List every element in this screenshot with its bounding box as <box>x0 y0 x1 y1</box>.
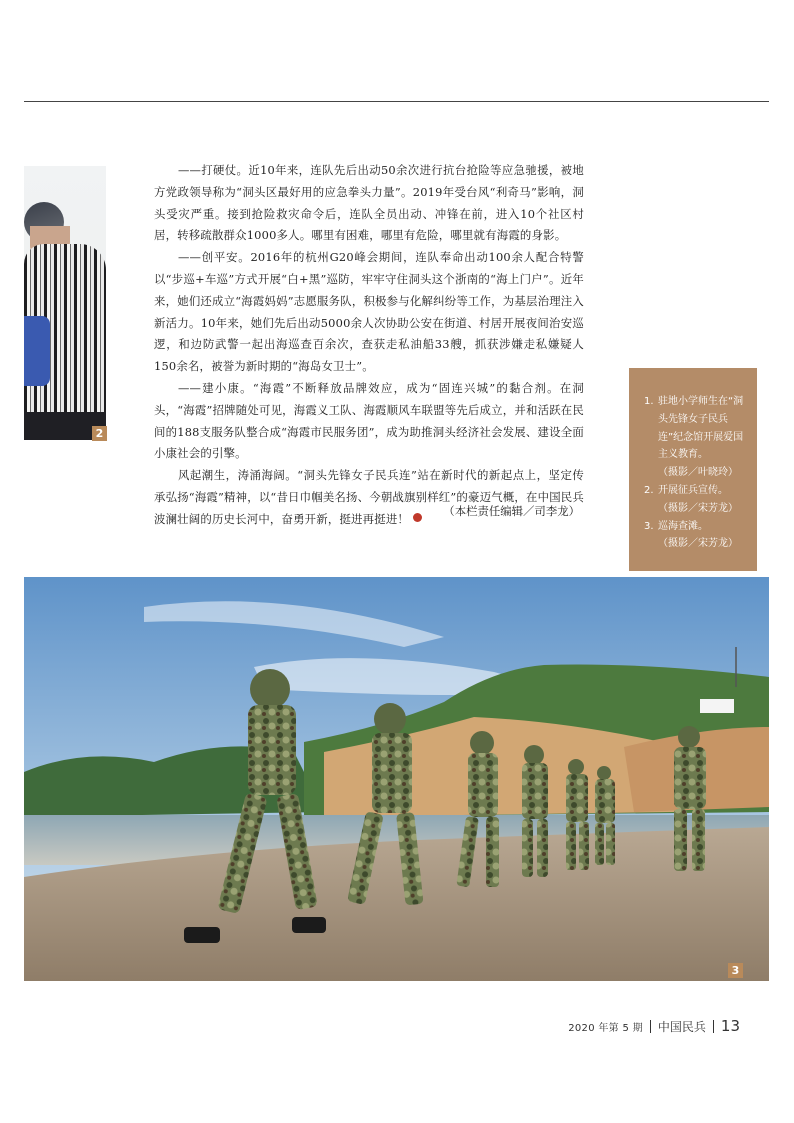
magazine-name: 中国民兵 <box>657 1019 706 1034</box>
paragraph-conclusion-text: 风起潮生，涛涌海阔。“洞头先锋女子民兵连”站在新时代的新起点上，坚定传承弘扬“海霞”精神，以“昔日巾帼美名扬、今朝战旗别样红”的豪迈气概，在中国民兵波澜壮阔的历史长河中，奋勇开新，挺进再挺进！ <box>154 468 584 526</box>
footer-divider <box>650 1020 651 1033</box>
paragraph-prosperity-text: ——建小康。“海霞”不断释放品牌效应，成为“固连兴城”的黏合剂。在洞头，“海霞”招牌随处可见，海霞义工队、海霞顺风车联盟等先后成立，并和活跃在民间的188支服务队整合成“海霞市民服务团”，成为助推洞头经济社会发展、建设全面小康社会的引擎。 <box>154 380 584 461</box>
caption-number: 3. <box>644 520 654 532</box>
paragraph-hard-battles: ——打硬仗。近10年来，连队先后出动50余次进行抗台抢险等应急驰援，被地方党政领导称为“洞头区最好用的应急拳头力量”。2019年受台风“利奇马”影响，洞头受灾严重。接到抢险救灾命令后，连队全员出动、冲锋在前，进入10个社区村居，转移疏散群众1000多人。哪里有困难，哪里有危险，哪里就有海霞的身影。 <box>154 163 584 243</box>
photo-captions <box>629 368 757 571</box>
caption-credit: （摄影／宋芳龙） <box>658 502 738 514</box>
caption-number: 1. <box>644 396 654 407</box>
caption-credit: （摄影／叶晓玲） <box>658 467 738 479</box>
photo-number-badge-2: 2 <box>92 426 107 441</box>
header-rule <box>24 101 769 102</box>
photo-recruitment <box>24 166 106 440</box>
hilltop-building <box>700 699 734 713</box>
editor-credit: （本栏责任编辑／司李龙） <box>443 504 580 518</box>
issue-label: 2020 年第 5 期 <box>568 1022 643 1034</box>
beach-patrol-illustration <box>24 577 769 981</box>
photo-beach-patrol <box>24 577 769 981</box>
caption-text: 驻地小学师生在“洞头先锋女子民兵连”纪念馆开展爱国主义教育。 <box>658 396 744 461</box>
caption-number: 2. <box>644 484 654 496</box>
caption-item-3 <box>644 518 749 536</box>
caption-text: 巡海查滩。 <box>658 520 708 532</box>
page-number: 13 <box>720 1017 740 1035</box>
photo-number-badge-3: 3 <box>728 963 743 978</box>
caption-text: 开展征兵宣传。 <box>658 484 728 496</box>
photo-person-bag-strap <box>24 316 50 386</box>
caption-item-2 <box>644 482 749 500</box>
caption-credit: （摄影／宋芳龙） <box>658 538 738 550</box>
caption-item-1 <box>644 393 749 464</box>
paragraph-prosperity <box>154 378 584 465</box>
paragraph-safety: ——创平安。2016年的杭州G20峰会期间，连队奉命出动100余人配合特警以“步巡+车巡”方式开展“白+黑”巡防，牢牢守住洞头这个浙南的“海上门户”。近年来，她们还成立“海霞妈妈”志愿服务队，积极参与化解纠纷等工作，为基层治理注入新活力。10年来，她们先后出动5000余人次协助公安在街道、村居开展夜间治安巡逻，和边防武警一起出海巡查百余次，查获走私油船33艘，抓获涉嫌走私嫌疑人150余名，被誉为新时期的“海岛女卫士”。 <box>154 250 584 374</box>
page-footer <box>560 1016 740 1036</box>
paragraph-conclusion <box>154 465 584 530</box>
article-body <box>154 160 584 531</box>
footer-divider <box>713 1020 714 1033</box>
